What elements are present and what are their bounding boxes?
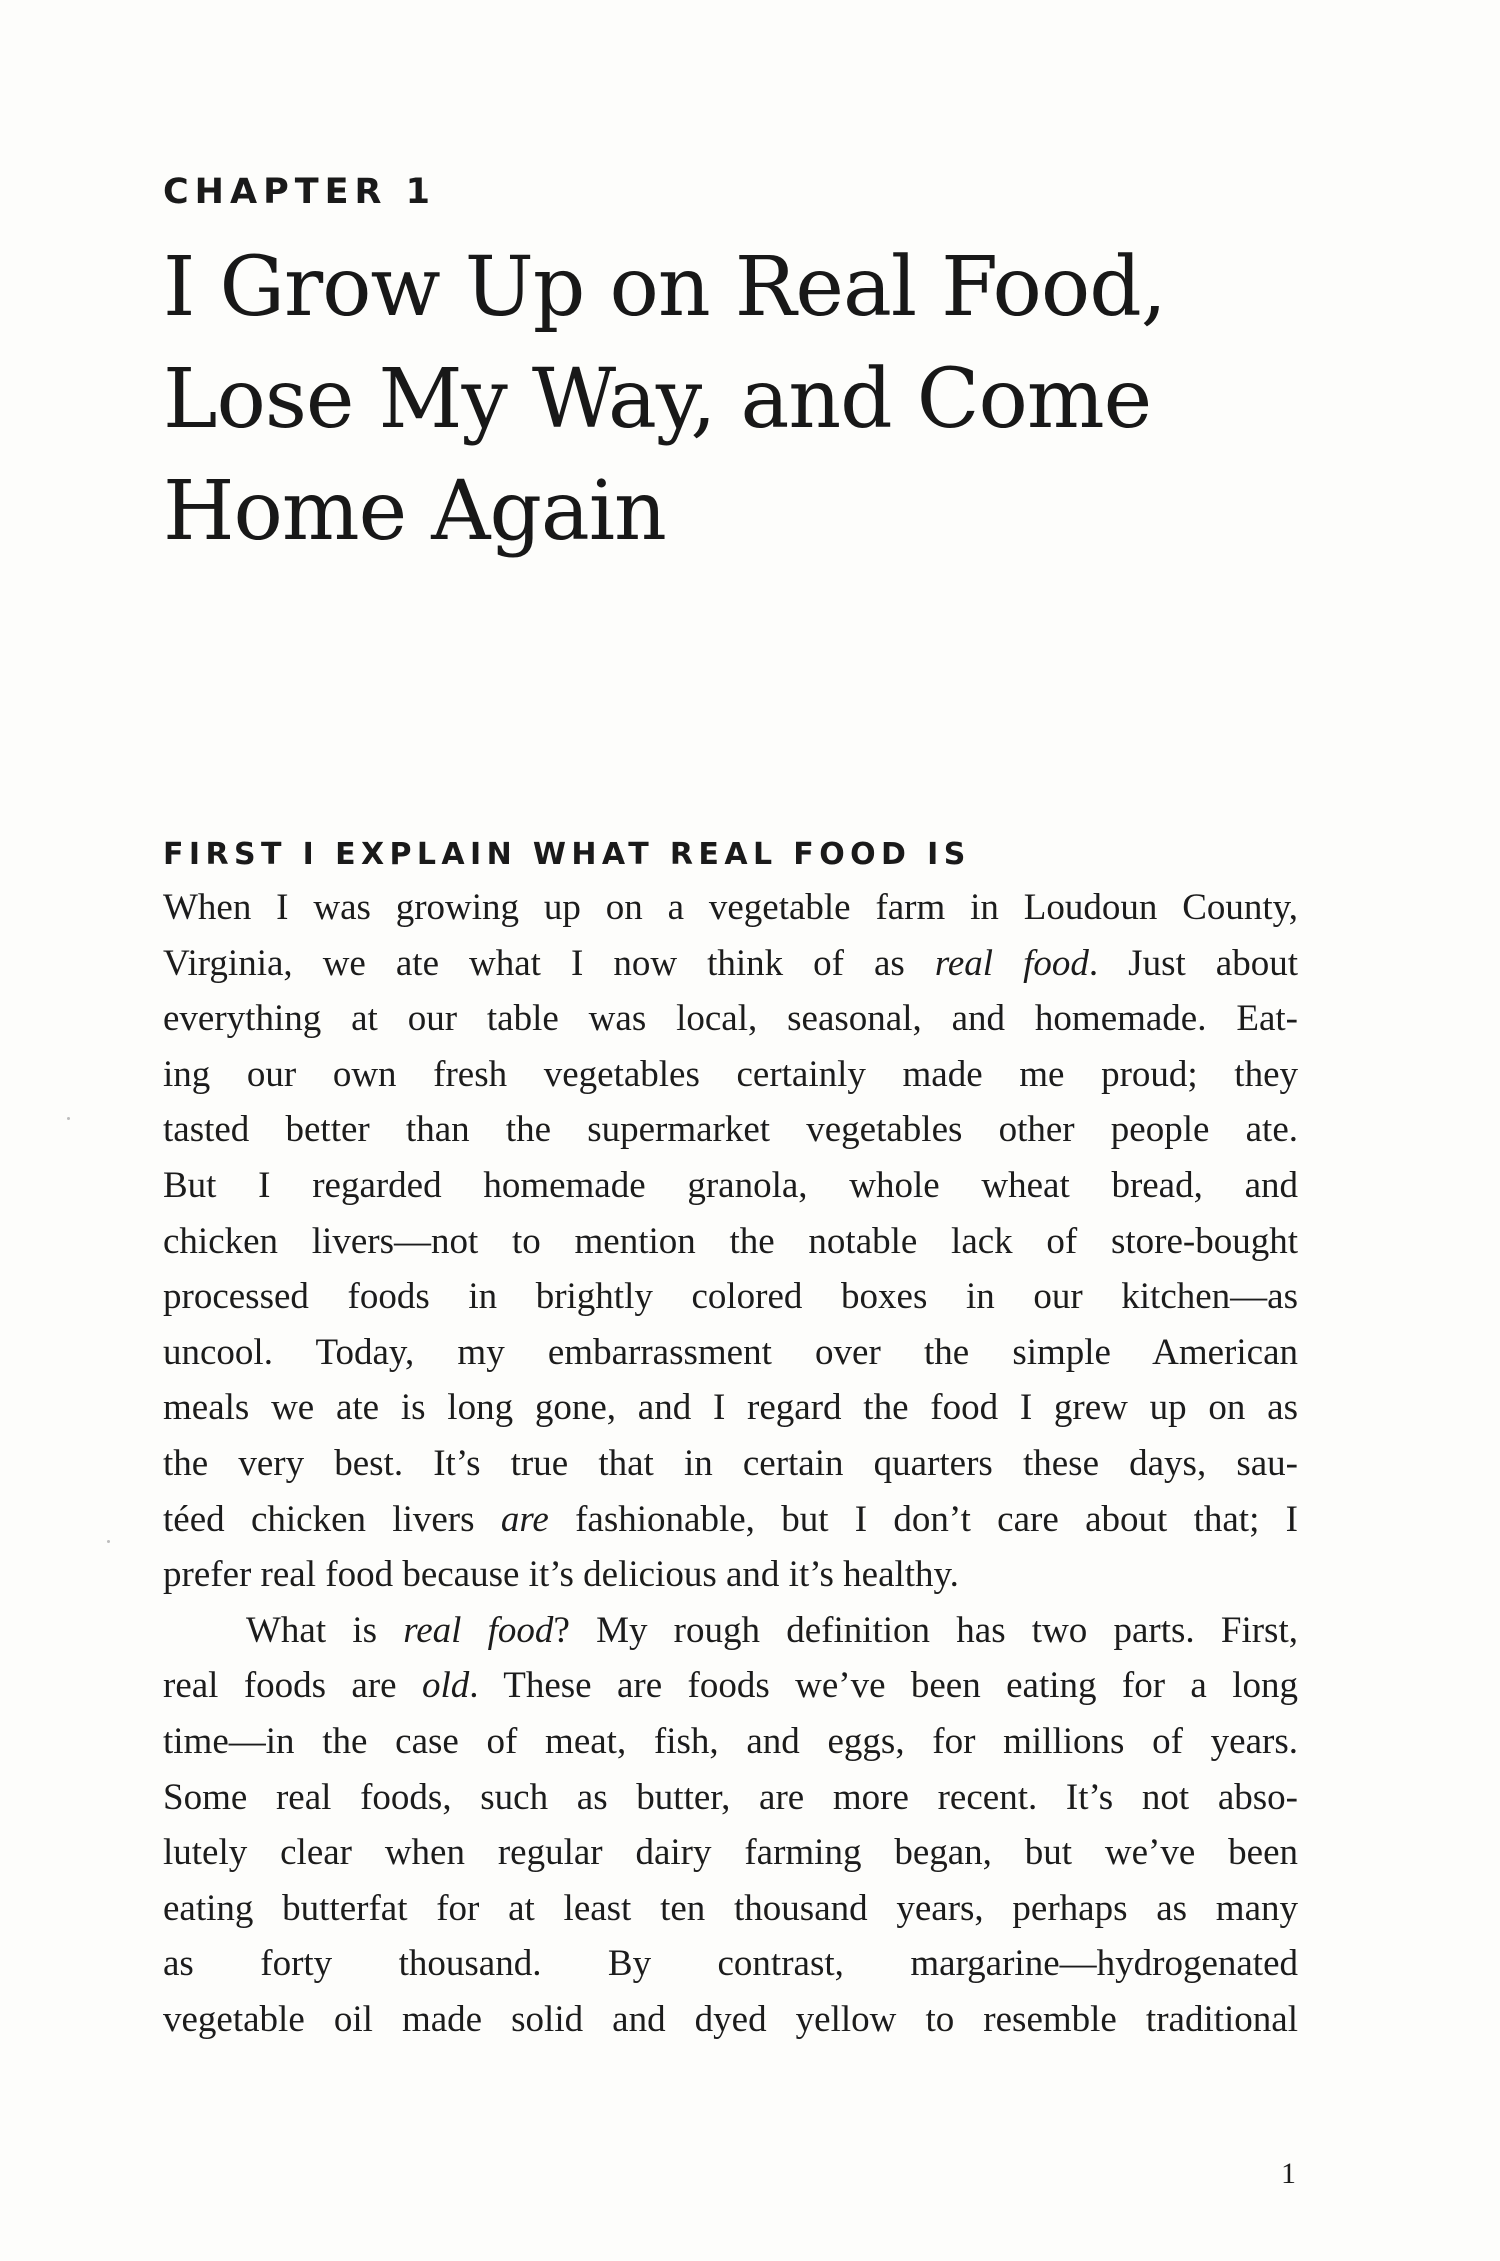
body-line: téed chicken livers are fashionable, but I don’t care about that; I — [163, 1498, 1298, 1540]
body-line: real foods are old. These are foods we’ve been eating for a long — [163, 1665, 1298, 1707]
chapter-title-line: I Grow Up on Real Food, — [163, 240, 1166, 335]
scan-speck — [107, 1540, 110, 1543]
body-line: ing our own fresh vegetables certainly made me proud; they — [163, 1053, 1298, 1095]
scan-speck — [67, 1117, 70, 1120]
body-line: What is real food? My rough definition has two parts. First, — [246, 1609, 1298, 1651]
chapter-title-line: Lose My Way, and Come — [163, 352, 1152, 447]
body-line: processed foods in brightly colored boxes in our kitchen—as — [163, 1276, 1298, 1318]
section-heading: FIRST I EXPLAIN WHAT REAL FOOD IS — [163, 837, 971, 872]
body-line: lutely clear when regular dairy farming began, but we’ve been — [163, 1832, 1298, 1874]
emphasis-text: real food — [934, 942, 1089, 984]
body-line: Some real foods, such as butter, are more recent. It’s not abso- — [163, 1776, 1298, 1818]
emphasis-text: old — [421, 1665, 470, 1707]
body-line: prefer real food because it’s delicious and it’s healthy. — [163, 1554, 959, 1596]
page-number: 1 — [1281, 2157, 1296, 2190]
body-line: But I regarded homemade granola, whole wheat bread, and — [163, 1164, 1298, 1206]
body-line: uncool. Today, my embarrassment over the simple American — [163, 1331, 1298, 1373]
body-line: eating butterfat for at least ten thousand years, perhaps as many — [163, 1887, 1298, 1929]
emphasis-text: are — [500, 1498, 549, 1540]
chapter-title — [163, 232, 1313, 568]
chapter-title-line: Home Again — [163, 464, 666, 559]
emphasis-text: real food — [403, 1609, 554, 1651]
body-line: as forty thousand. By contrast, margarine—hydrogenated — [163, 1943, 1298, 1985]
body-line: time—in the case of meat, fish, and eggs, for millions of years. — [163, 1720, 1298, 1762]
body-text — [163, 880, 1298, 2047]
body-line: tasted better than the supermarket vegetables other people ate. — [163, 1109, 1298, 1151]
body-line: Virginia, we ate what I now think of as real food. Just about — [163, 942, 1298, 984]
body-line: When I was growing up on a vegetable farm in Loudoun County, — [163, 887, 1298, 928]
body-line: the very best. It’s true that in certain quarters these days, sau- — [163, 1442, 1298, 1484]
body-line: vegetable oil made solid and dyed yellow to resemble traditional — [163, 1998, 1298, 2040]
body-line: chicken livers—not to mention the notable lack of store-bought — [163, 1220, 1298, 1262]
body-line: meals we ate is long gone, and I regard the food I grew up on as — [163, 1387, 1298, 1429]
body-line: everything at our table was local, seasonal, and homemade. Eat- — [163, 998, 1298, 1040]
chapter-label: CHAPTER 1 — [163, 172, 436, 212]
